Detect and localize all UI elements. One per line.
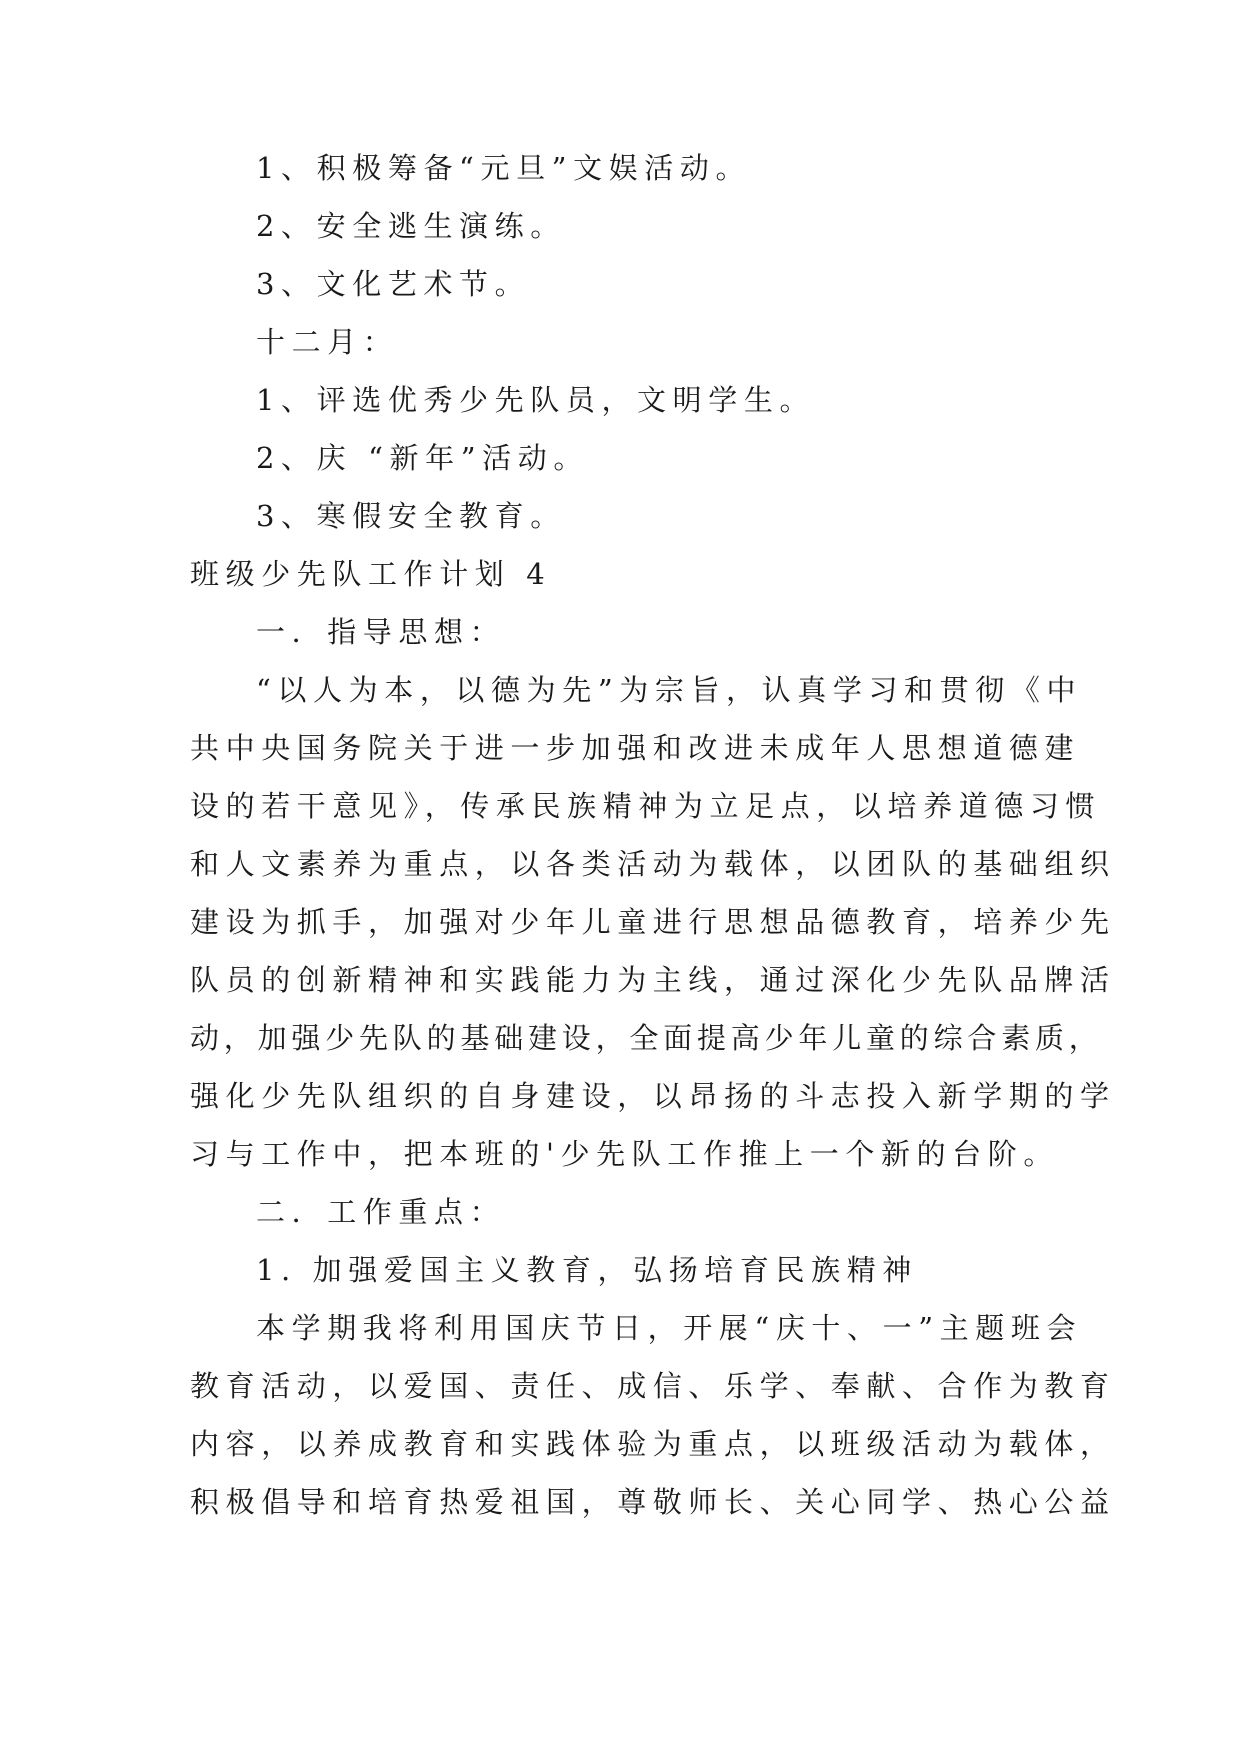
paragraph-line: 设的若干意见》，传承民族精神为立足点，以培养道德习惯 <box>190 789 1102 823</box>
paragraph-line: 队员的创新精神和实践能力为主线，通过深化少先队品牌活 <box>190 963 1116 997</box>
list-item: 1、积极筹备“元旦”文娱活动。 <box>256 151 752 185</box>
paragraph-line: 内容，以养成教育和实践体验为重点，以班级活动为载体， <box>190 1427 1116 1461</box>
section-heading: 二．工作重点： <box>256 1195 506 1229</box>
paragraph-line: 教育活动，以爱国、责任、成信、乐学、奉献、合作为教育 <box>190 1369 1116 1403</box>
list-item: 2、安全逃生演练。 <box>256 209 566 243</box>
paragraph-line: 本学期我将利用国庆节日，开展“庆十、一”主题班会 <box>256 1311 1083 1345</box>
paragraph-line: 积极倡导和培育热爱祖国，尊敬师长、关心同学、热心公益 <box>190 1485 1116 1519</box>
paragraph-line: 共中央国务院关于进一步加强和改进未成年人思想道德建 <box>190 731 1081 765</box>
subsection-heading: 1. 加强爱国主义教育，弘扬培育民族精神 <box>256 1253 918 1287</box>
paragraph-line: 和人文素养为重点，以各类活动为载体，以团队的基础组织 <box>190 847 1116 881</box>
list-item: 2、庆 “新年”活动。 <box>256 441 589 475</box>
section-title: 班级少先队工作计划 4 <box>190 557 552 591</box>
paragraph-line: “以人为本，以德为先”为宗旨，认真学习和贯彻《中 <box>256 673 1083 707</box>
list-item: 3、寒假安全教育。 <box>256 499 566 533</box>
paragraph-line: 动，加强少先队的基础建设，全面提高少年儿童的综合素质， <box>190 1021 1103 1055</box>
section-heading: 一．指导思想： <box>256 615 506 649</box>
paragraph-line: 习与工作中，把本班的'少先队工作推上一个新的台阶。 <box>190 1137 1059 1171</box>
paragraph-line: 强化少先队组织的自身建设，以昂扬的斗志投入新学期的学 <box>190 1079 1116 1113</box>
month-heading: 十二月： <box>256 325 399 359</box>
list-item: 3、文化艺术节。 <box>256 267 531 301</box>
paragraph-line: 建设为抓手，加强对少年儿童进行思想品德教育，培养少先 <box>190 905 1116 939</box>
list-item: 1、评选优秀少先队员，文明学生。 <box>256 383 816 417</box>
